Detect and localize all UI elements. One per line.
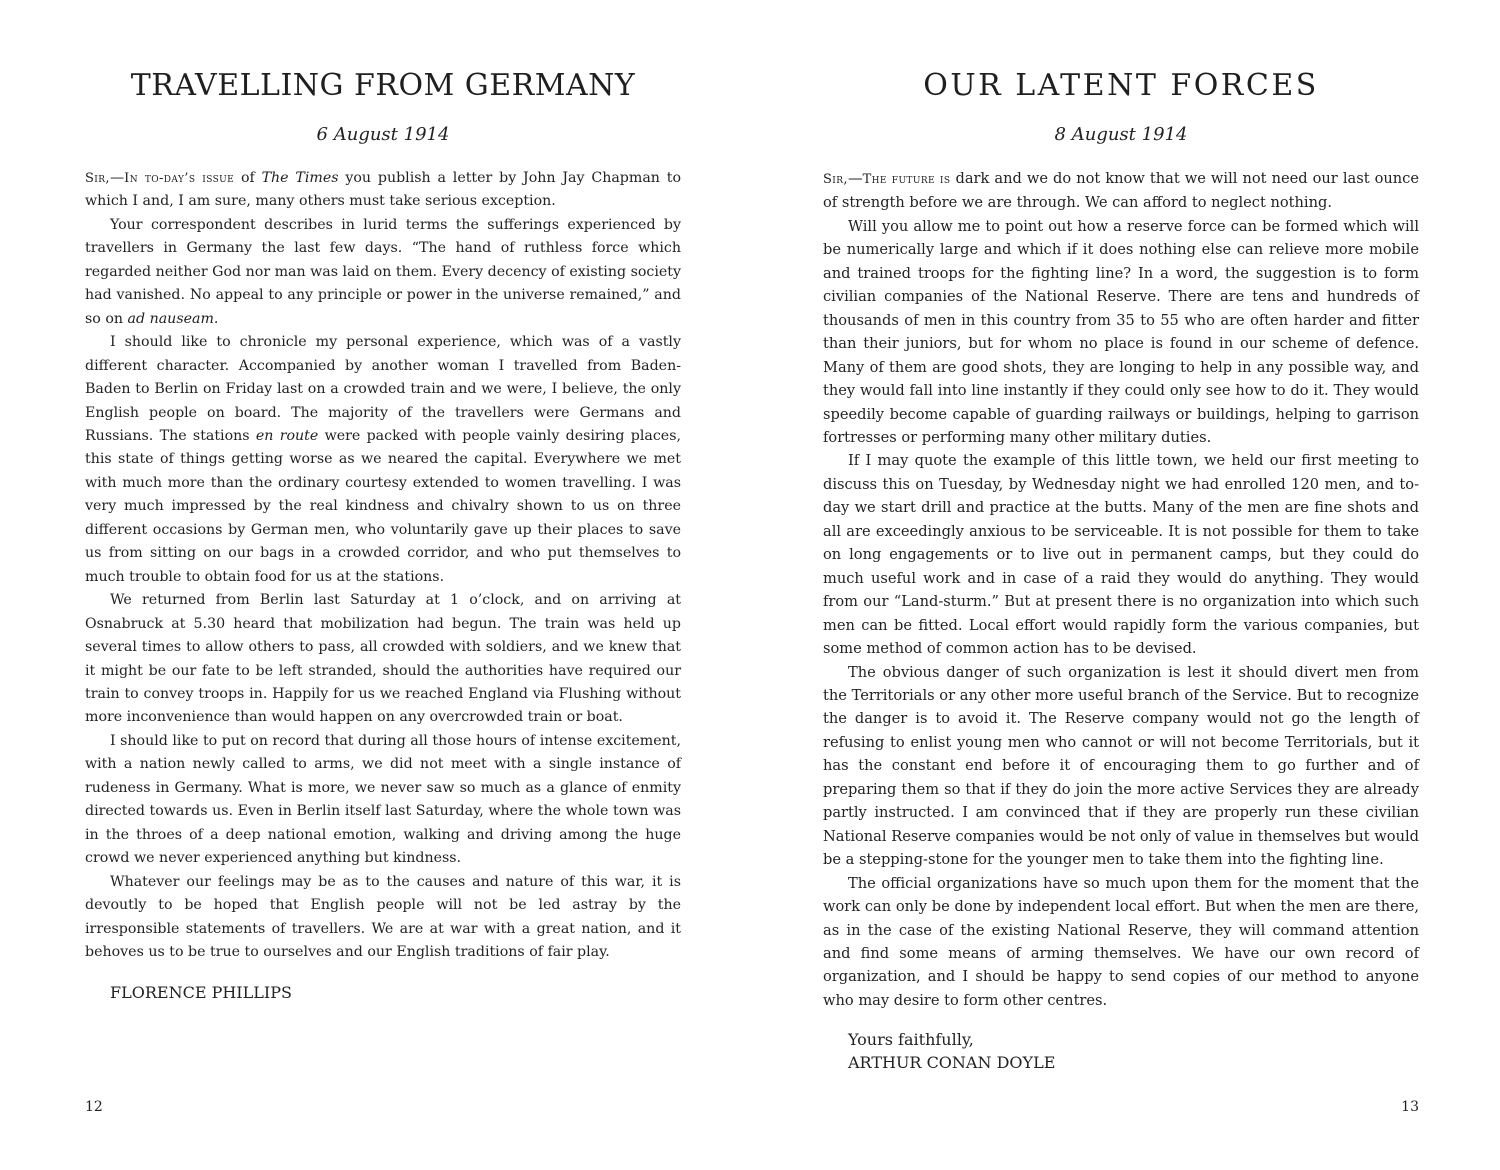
left-closing [110,981,292,1004]
right-paragraph-3: If I may quote the example of this little town, we held our first meeting to discuss this on Tuesday, by Wednesday night we had enrolled 120 men, and to-day we start drill and practice at the butts. Many of the men are fine shots and all are exceedingly anxious to be serviceable. It is not possible for them to take on long engagements or to live out in permanent camps, but they could do much useful work and in case of a raid they would do anything. They would from our “Land-sturm.” But at present there is no organization into which such men can be fitted. Local effort would rapidly form the various companies, but some method of common action has to be devised. [823,452,1419,658]
left-paragraph-1 [85,167,681,214]
right-paragraph-1 [823,167,1419,215]
right-paragraph-5: The official organizations have so much upon them for the moment that the work can only be done by independent local effort. But when the men are there, as in the case of the existing National Reserve, they will command attention and find some means of arming themselves. We have our own record of organization, and I should be happy to send copies of our method to anyone who may desire to form other centres. [823,874,1419,1009]
right-page [823,0,1419,1170]
right-signature: ARTHUR CONAN DOYLE [848,1053,1056,1073]
left-signature: FLORENCE PHILLIPS [110,983,292,1002]
text-run: Your correspondent describes in lurid terms the sufferings experienced by travellers in Germany the last few days. “The hand of ruthless force which regarded neither God nor man was laid on them. Every decency of existing society had vanished. No appeal to any principle or power in the universe remained,” and so on [85,216,681,327]
right-valediction: Yours faithfully, [848,1030,974,1049]
right-closing [848,1028,1055,1075]
text-run: . [213,310,219,327]
text-run: dark and we do not know that we will not need our last ounce of strength before we are through. We can afford to neglect nothing. [823,170,1419,212]
right-paragraph-2: Will you allow me to point out how a reserve force can be formed which will be numerically large and which if it does nothing else can relieve more mobile and trained troops for the fighting line? In a word, the suggestion is to form civilian companies of the National Reserve. There are tens and hundreds of thousands of men in this country from 35 to 55 who are often harder and fitter than their juniors, but for whom no place is found in our scheme of defence. Many of them are good shots, they are longing to help in any possible way, and they would fall into line instantly if they could only see how to do it. They would speedily become capable of guarding railways or buildings, helping to garrison fortresses or performing many other military duties. [823,217,1419,446]
right-page-title: OUR LATENT FORCES [923,68,1319,103]
right-page-number: 13 [1401,1099,1419,1115]
right-page-date: 8 August 1914 [1054,124,1188,145]
left-page-title: TRAVELLING FROM GERMANY [130,68,636,103]
salutation: Sir, [823,172,848,187]
opening-small-caps: The future is [862,172,951,187]
text-run: were packed with people vainly desiring places, this state of things getting worse as we neared the capital. Everywhere we met with much more than the ordinary courtesy extended to women travelling. I was very much impressed by the real kindness and chivalry shown to us on three different occasions by German men, who voluntarily gave up their places to save us from sitting on our bags in a crowded corridor, and who put themselves to much trouble to obtain food for us at the stations. [85,427,681,585]
right-paragraph-4: The obvious danger of such organization is lest it should divert men from the Territorials or any other more useful branch of the Service. But to recognize the danger is to avoid it. The Reserve company would not go the length of refusing to enlist young men who cannot or will not become Territorials, but it has the constant end before it of encouraging them to go further and of preparing them so that if they do join the more active Services they are already partly instructed. I am convinced that if they are properly run these civilian National Reserve companies would be not only of value in themselves but would be a stepping-stone for the younger men to take them into the fighting line. [823,663,1419,869]
salutation: Sir, [85,171,110,186]
left-letter-body [85,167,681,964]
right-letter-body [823,167,1419,1012]
left-paragraph-2 [85,214,681,331]
em-dash: — [109,170,125,186]
left-paragraph-5: I should like to put on record that during all those hours of intense excitement, with a nation newly called to arms, we did not meet with a single instance of rudeness in Germany. What is more, we never saw so much as a glance of enmity directed towards us. Even in Berlin itself last Saturday, where the whole town was in the throes of a deep national emotion, walking and driving among the huge crowd we never experienced anything but kindness. [85,732,681,867]
newspaper-title: The Times [261,170,339,186]
em-dash: — [847,170,863,187]
text-run: of [234,170,262,186]
left-paragraph-3 [85,331,681,589]
left-paragraph-4: We returned from Berlin last Saturday at 1 o’clock, and on arriving at Osnabruck at 5.30 heard that mobilization had begun. The train was held up several times to allow others to pass, all crowded with soldiers, and we knew that it might be our fate to be left stranded, should the authorities have required our train to convey troops in. Happily for us we reached England via Flushing without more inconvenience than would happen on any overcrowded train or boat. [85,592,681,726]
left-page-date: 6 August 1914 [316,124,450,145]
italic-phrase: en route [255,427,319,444]
left-paragraph-6: Whatever our feelings may be as to the causes and nature of this war, it is devoutly to be hoped that English people will not be led astray by the irresponsible statements of travellers. We are at war with a great nation, and it behoves us to be true to ourselves and our English traditions of fair play. [85,873,681,960]
italic-phrase: ad nauseam [127,310,214,327]
text-run: you publish a letter by John Jay Chapman to which I and, I am sure, many others must take serious exception. [85,170,682,210]
left-page [85,0,681,1170]
text-run: I should like to chronicle my personal experience, which was of a vastly different character. Accompanied by another woman I travelled from Baden-Baden to Berlin on Friday last on a crowded train and we were, I believe, the only English people on board. The majority of the travellers were Germans and Russians. The stations [85,334,681,444]
opening-small-caps: In to-day’s issue [124,171,235,186]
left-page-number: 12 [85,1099,103,1115]
